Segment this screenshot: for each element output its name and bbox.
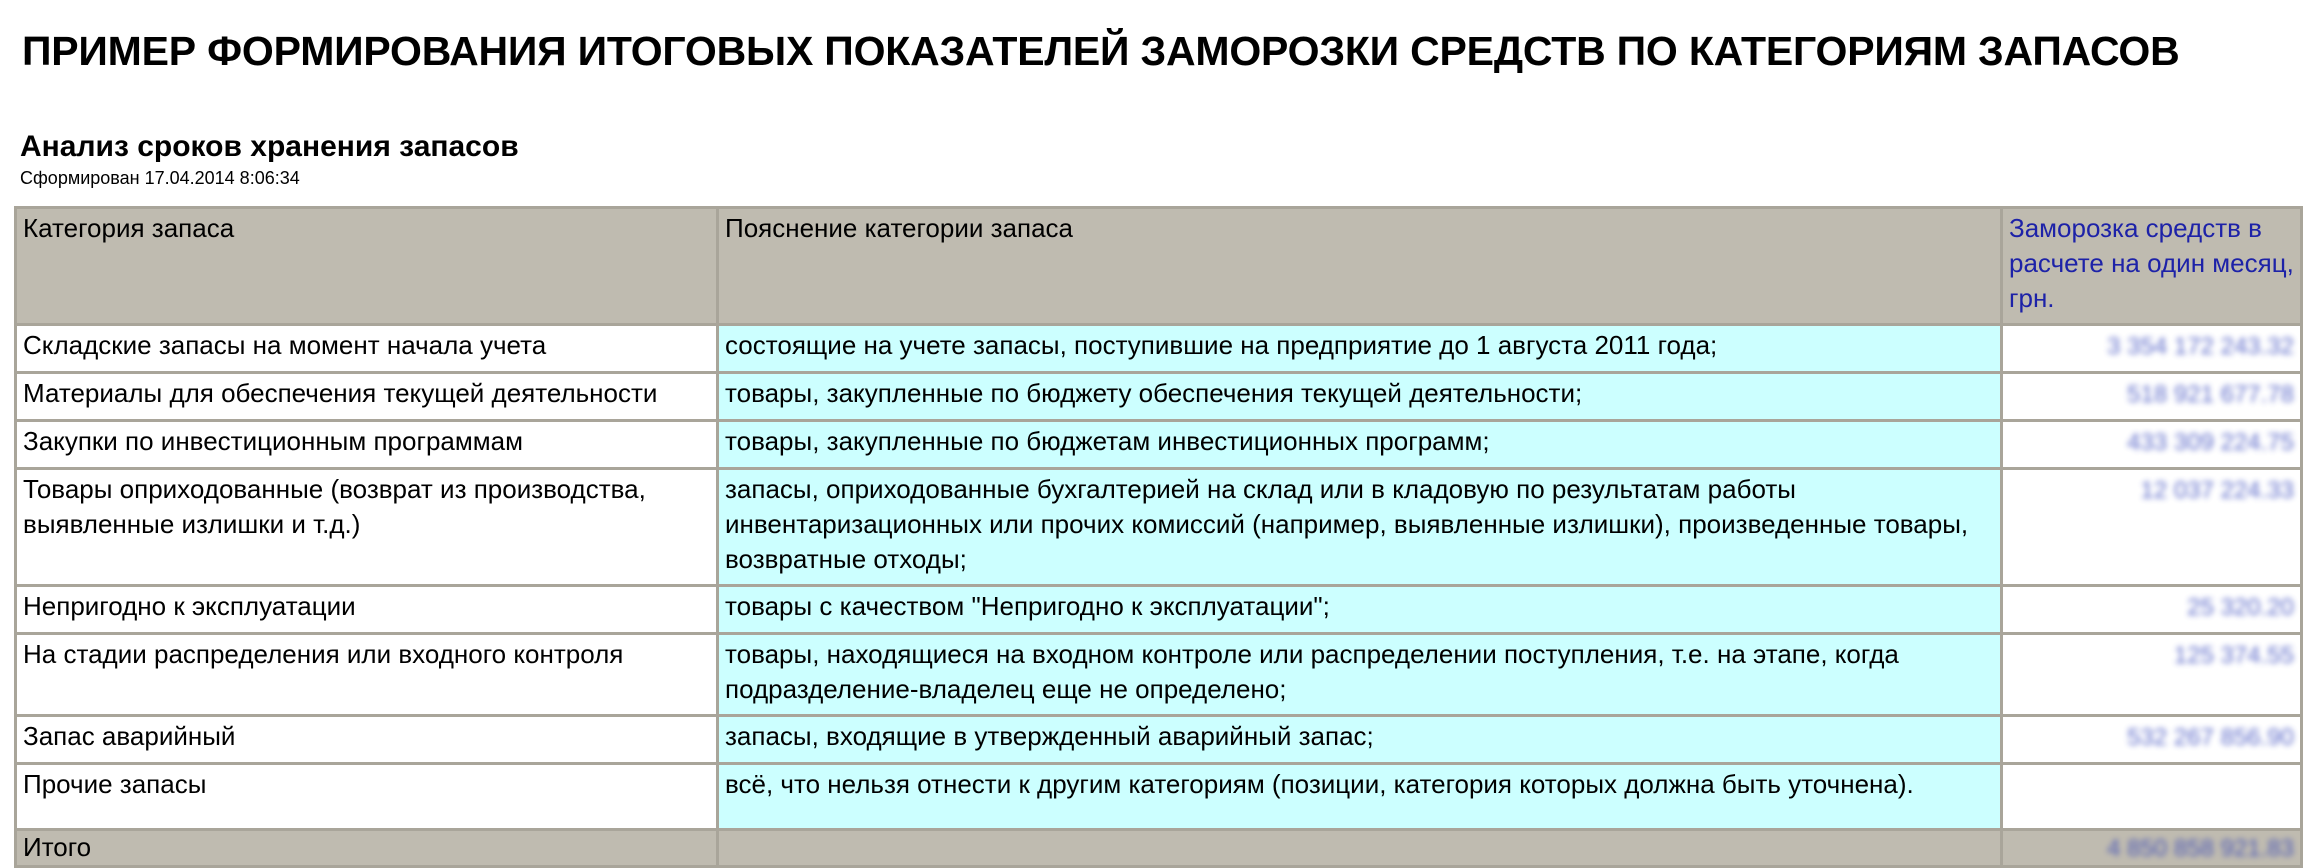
inventory-report-table [14,206,2303,868]
total-description [718,830,2002,867]
description-cell: товары с качеством "Непригодно к эксплуатации"; [718,586,2002,634]
description-cell: товары, находящиеся на входном контроле или распределении поступления, т.е. на этапе, когда подразделение-владелец еще не определено; [718,634,2002,716]
table-row [16,586,2302,634]
report-title: Анализ сроков хранения запасов [20,130,519,163]
page-title: ПРИМЕР ФОРМИРОВАНИЯ ИТОГОВЫХ ПОКАЗАТЕЛЕЙ ЗАМОРОЗКИ СРЕДСТВ ПО КАТЕГОРИЯМ ЗАПАСОВ [22,28,2180,74]
total-value: 4 850 858 921.83 [2107,835,2294,862]
value-text: 125 374.55 [2173,642,2294,669]
table-row [16,716,2302,764]
value-cell[interactable] [2002,469,2302,586]
description-cell: всё, что нельзя отнести к другим категориям (позиции, категория которых должна быть уточнена). [718,764,2002,830]
value-text: 25 320.20 [2187,594,2294,621]
header-category: Категория запаса [16,208,718,325]
category-cell: Прочие запасы [16,764,718,830]
category-cell: Складские запасы на момент начала учета [16,325,718,373]
value-cell[interactable] [2002,716,2302,764]
category-cell: На стадии распределения или входного контроля [16,634,718,716]
report-generated-line [20,168,300,189]
description-cell: запасы, оприходованные бухгалтерией на склад или в кладовую по результатам работы инвентаризационных или прочих комиссий (например, выявленные излишки), произведенные товары, возвратные отходы; [718,469,2002,586]
value-cell[interactable] [2002,586,2302,634]
header-description: Пояснение категории запаса [718,208,2002,325]
category-cell: Материалы для обеспечения текущей деятельности [16,373,718,421]
description-cell: запасы, входящие в утвержденный аварийный запас; [718,716,2002,764]
value-text: 532 267 856.90 [2127,724,2294,751]
description-cell: товары, закупленные по бюджетам инвестиционных программ; [718,421,2002,469]
total-value-cell[interactable] [2002,830,2302,867]
category-cell: Запас аварийный [16,716,718,764]
value-cell[interactable] [2002,373,2302,421]
generated-label: Сформирован [20,168,140,188]
value-text: 12 037 224.33 [2140,477,2294,504]
total-row [16,830,2302,867]
total-label: Итого [16,830,718,867]
header-frozen-funds[interactable]: Заморозка средств в расчете на один месяц, грн. [2002,208,2302,325]
table-row [16,634,2302,716]
value-cell[interactable] [2002,421,2302,469]
category-cell: Непригодно к эксплуатации [16,586,718,634]
value-text: 3 354 172 243.32 [2107,333,2294,360]
table-header-row [16,208,2302,325]
table-row [16,421,2302,469]
category-cell: Товары оприходованные (возврат из производства, выявленные излишки и т.д.) [16,469,718,586]
value-cell[interactable] [2002,634,2302,716]
value-cell[interactable] [2002,325,2302,373]
table-row [16,469,2302,586]
description-cell: товары, закупленные по бюджету обеспечения текущей деятельности; [718,373,2002,421]
value-cell[interactable] [2002,764,2302,830]
value-text: 518 921 677.78 [2127,381,2294,408]
table-row [16,325,2302,373]
table-row [16,764,2302,830]
generated-timestamp: 17.04.2014 8:06:34 [144,168,300,188]
table-row [16,373,2302,421]
description-cell: состоящие на учете запасы, поступившие на предприятие до 1 августа 2011 года; [718,325,2002,373]
value-text: 433 309 224.75 [2127,429,2294,456]
category-cell: Закупки по инвестиционным программам [16,421,718,469]
